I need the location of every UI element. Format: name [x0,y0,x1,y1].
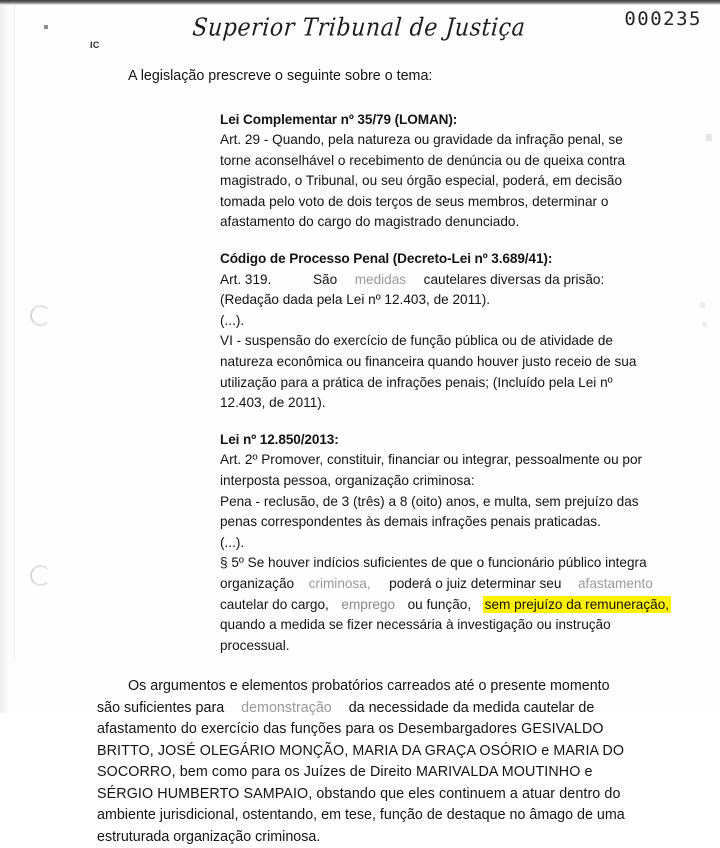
quote-line: 12.403, de 2011). [220,395,326,411]
quote-block-loman [220,110,683,234]
quote-heading-lei-12850: Lei nº 12.850/2013: [220,431,339,447]
quote-line-ellipsis: (...). [220,534,245,550]
art319-sao: São [312,271,338,287]
conclusion-line: Os argumentos e elementos probatórios carreados até o presente momento [128,678,610,695]
quote-line: (Redação dada pela Lei nº 12.403, de 2011). [220,292,490,308]
p5-cautelar: cautelar do cargo, [220,596,329,612]
quote-heading-loman: Lei Complementar nº 35/79 (LOMAN): [220,111,458,127]
art319-faded-word: medidas [354,271,407,287]
court-title-letterhead: Superior Tribunal de Justiça [191,14,527,42]
conclusion-seg: da necessidade da medida cautelar de [348,699,595,716]
scan-edge-artifact-left [0,5,9,713]
quote-line: Art. 2º Promover, constituir, financiar ou integrar, pessoalmente ou por [220,452,643,468]
quote-line: interposta pessoa, organização criminosa: [220,473,475,488]
quote-block-lei-12850 [220,430,683,657]
quote-line-ellipsis: (...). [220,312,245,328]
conclusion-line: SÉRGIO HUMBERTO SAMPAIO, obstando que eles continuem a atuar dentro do [97,785,621,802]
quote-line-art319 [220,270,683,291]
highlighted-text-sem-prejuizo-remuneracao: sem prejuízo da remuneração, [484,596,670,612]
quote-line-paragraph5: processual. [220,637,290,653]
conclusion-line: ambiente jurisdicional, ostentando, em tese, função de destaque no âmago de uma [97,807,625,824]
quote-line: torne aconselhável o recebimento de denúncia ou de queixa contra [220,152,626,168]
quote-line-paragraph5: quando a medida se fizer necessária à investigação ou instrução [220,617,611,633]
scan-speck-artifact [700,302,705,308]
quote-line: penas correspondentes às demais infrações penais praticadas. [220,514,601,530]
conclusion-line: BRITTO, JOSÉ OLEGÁRIO MONÇÃO, MARIA DA GRAÇA OSÓRIO e MARIA DO [97,742,625,759]
clerk-initials-annotation: IC [90,40,100,50]
p5-faded-criminosa: criminosa, [308,575,371,591]
scan-gutter-line [14,5,15,660]
quote-line: Pena - reclusão, de 3 (três) a 8 (oito) anos, e multa, sem prejuízo das [220,493,639,509]
quote-heading-cpp: Código de Processo Penal (Decreto-Lei nº 3.689/41): [220,251,553,267]
conclusion-line: estruturada organização criminosa. [97,828,321,845]
scan-speck-artifact [706,134,712,141]
conclusion-paragraph [97,676,683,848]
quote-line-paragraph5 [220,574,683,595]
quote-line: VI - suspensão do exercício de função pública ou de atividade de [220,333,613,349]
quote-block-codigo-processo-penal [220,249,683,414]
p5-faded-afastamento: afastamento [578,575,653,591]
quote-line: Art. 29 - Quando, pela natureza ou gravidade da infração penal, se [220,132,623,148]
conclusion-line: afastamento do exercício das funções para os Desembargadores GESIVALDO [97,721,604,738]
paragraph-spacer [97,656,683,676]
quote-line: afastamento do cargo do magistrado denunciado. [220,214,520,230]
conclusion-line [97,698,683,720]
hole-punch-mark-lower [30,565,51,586]
quote-line: magistrado, o Tribunal, ou seu órgão especial, poderá, em decisão [220,173,623,189]
intro-paragraph: A legislação prescreve o seguinte sobre o tema: [128,68,433,84]
scan-speck-artifact [702,322,707,327]
art319-suffix: cautelares diversas da prisão: [423,271,605,287]
p5-mid: poderá o juiz determinar seu [389,575,562,591]
hole-punch-mark-upper [30,305,51,326]
scan-edge-artifact-top [0,0,720,5]
p5-faded-emprego: emprego [341,596,396,612]
quote-line-paragraph5-highlighted [220,595,683,616]
art319-prefix: Art. 319. [220,271,272,287]
quote-line: natureza econômica ou financeira quando houver justo receio de sua [220,354,637,370]
paragraph-spacer [97,88,683,110]
paragraph-spacer [97,414,683,430]
quote-line: utilização para a prática de infrações penais; (Incluído pela Lei nº [220,374,613,390]
document-text-column [97,66,683,848]
conclusion-seg: são suficientes para [97,699,225,716]
conclusion-faded-demonstracao: demonstração [241,699,332,716]
paragraph-spacer [97,233,683,249]
p5-ou-funcao: ou função, [407,596,472,612]
quote-line-paragraph5: § 5º Se houver indícios suficientes de que o funcionário público integra [220,555,647,571]
quote-line: tomada pelo voto de dois terços de seus membros, determinar o [220,193,609,209]
conclusion-line: SOCORRO, bem como para os Juízes de Direito MARIVALDA MOUTINHO e [97,764,593,781]
page-number-stamp: 000235 [624,8,702,30]
p5-organizacao: organização [220,575,295,591]
